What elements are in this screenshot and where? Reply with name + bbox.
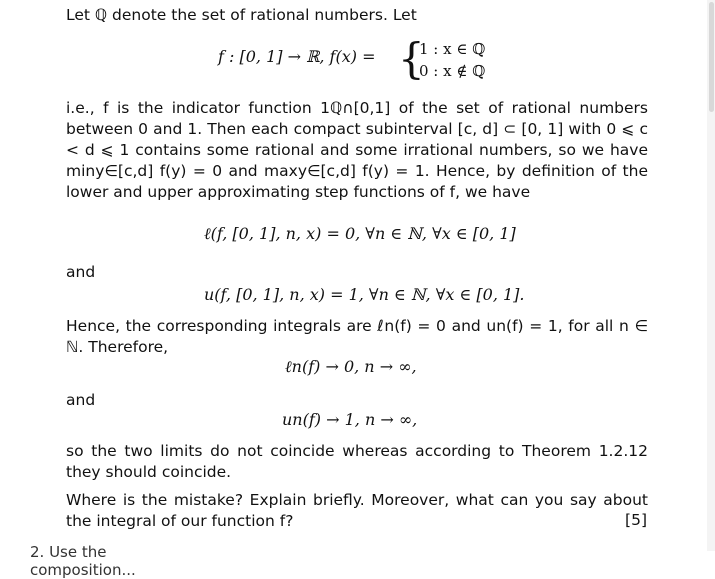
function-definition-lhs: f : [0, 1] → ℝ, f(x) =	[218, 47, 376, 66]
vertical-scrollbar[interactable]	[707, 0, 715, 551]
intro-line: Let ℚ denote the set of rational numbers. Let	[66, 6, 417, 24]
paragraph-indicator: i.e., f is the indicator function 1ℚ∩[0,1] of the set of rational numbers between 0 and 1. Then each compact subinterval [c, d] ⊂ [0, 1] with 0 ⩽ c < d ⩽ 1 contains some rational and some irrational numbers, so we have miny∈[c,d] f(y) = 0 and maxy∈[c,d] f(y) = 1. Hence, by definition of the lower and upper approximating step functions of f, we have	[66, 99, 648, 201]
case-irrational: 0 : x ∉ ℚ	[419, 62, 486, 80]
paragraph-integrals: Hence, the corresponding integrals are ℓn(f) = 0 and un(f) = 1, for all n ∈ ℕ. Therefore,	[66, 317, 648, 356]
scrollbar-thumb[interactable]	[709, 2, 714, 112]
equation-upper-step: u(f, [0, 1], n, x) = 1, ∀n ∈ ℕ, ∀x ∈ [0, 1].	[204, 285, 525, 304]
question-text: Where is the mistake? Explain briefly. Moreover, what can you say about the integral of our function f?	[66, 491, 648, 530]
case-rational: 1 : x ∈ ℚ	[419, 40, 486, 58]
limit-upper: un(f) → 1, n → ∞,	[282, 410, 418, 429]
next-question-cutoff: 2. Use the composition...	[30, 543, 136, 579]
connector-and-2: and	[66, 391, 96, 409]
intro-text	[66, 5, 648, 26]
marks-label: [5]	[625, 511, 647, 529]
limit-lower: ℓn(f) → 0, n → ∞,	[285, 357, 417, 376]
equation-lower-step: ℓ(f, [0, 1], n, x) = 0, ∀n ∈ ℕ, ∀x ∈ [0, 1]	[204, 224, 516, 243]
connector-and-1: and	[66, 263, 96, 281]
cases-brace: {	[398, 34, 425, 83]
paragraph-conclusion: so the two limits do not coincide whereas according to Theorem 1.2.12 they should coincide.	[66, 442, 648, 481]
